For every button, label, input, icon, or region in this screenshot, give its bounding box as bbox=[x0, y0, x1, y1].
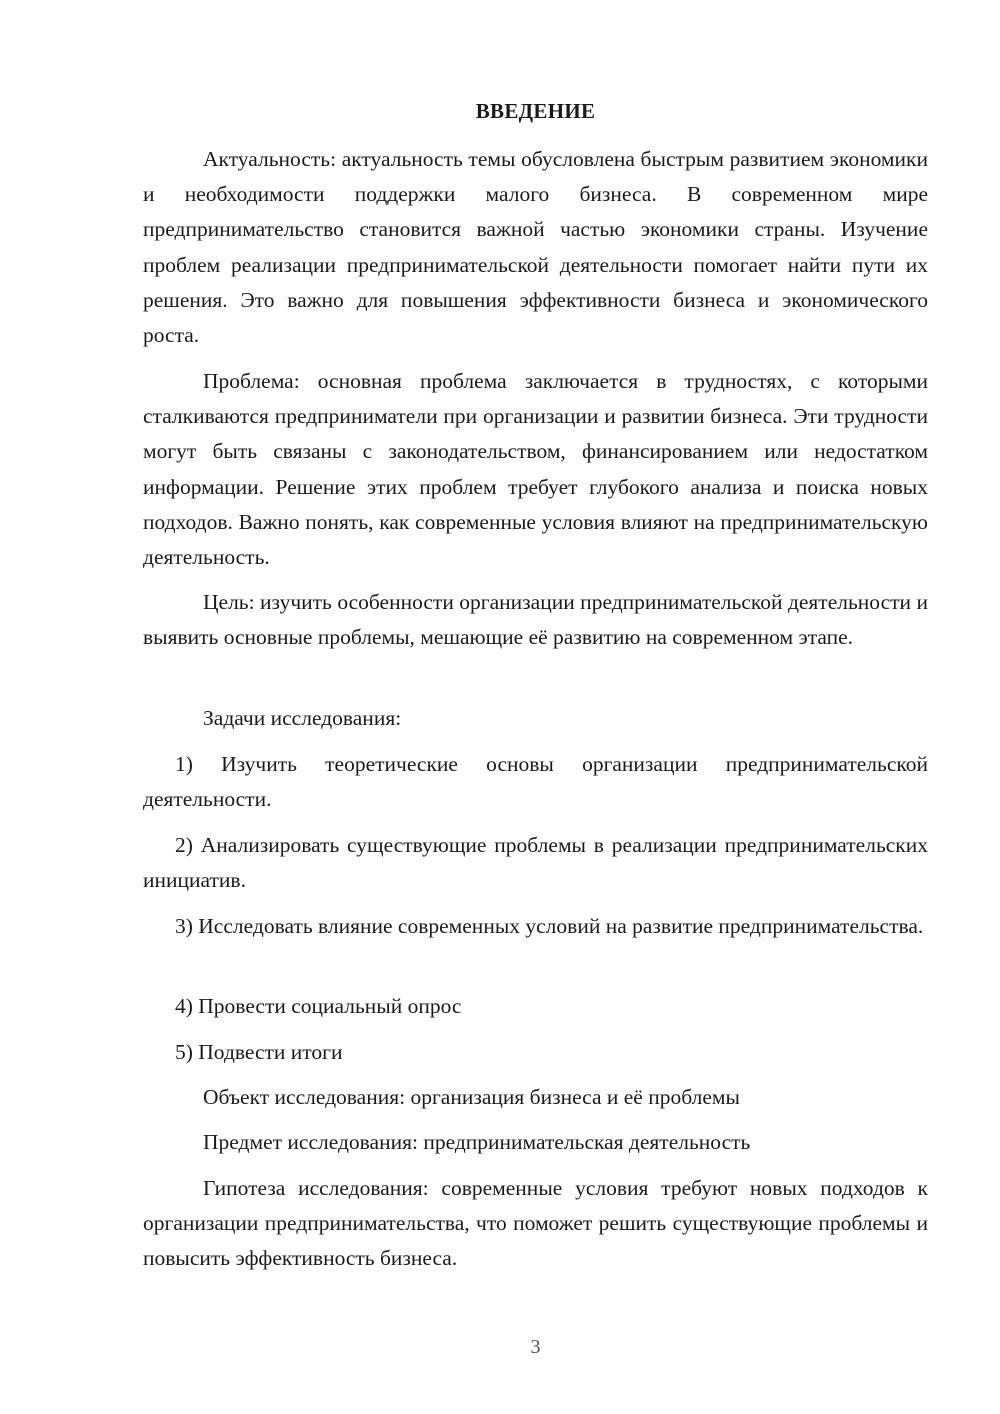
tasks-heading: Задачи исследования: bbox=[203, 706, 402, 730]
document-page bbox=[143, 0, 928, 1414]
task-item-2: 2) Анализировать существующие проблемы в реализации предпринимательских инициатив. bbox=[143, 833, 928, 893]
task-item-1: 1) Изучить теоретические основы организации предпринимательской деятельности. bbox=[143, 752, 928, 812]
relevance-paragraph: Актуальность: актуальность темы обусловлена быстрым развитием экономики и необходимости поддержки малого бизнеса. В современном мире предпринимательство становится важной частью экономики страны. Изучение проблем реализации предпринимательской деятельности помогает найти пути их решения. Это важно для повышения эффективности бизнеса и экономического роста. bbox=[143, 147, 928, 348]
task-item-5: 5) Подвести итоги bbox=[175, 1040, 343, 1064]
task-item-4: 4) Провести социальный опрос bbox=[175, 994, 462, 1018]
section-title: ВВЕДЕНИЕ bbox=[475, 99, 596, 123]
task-item-3: 3) Исследовать влияние современных условий на развитие предпринимательства. bbox=[175, 914, 924, 938]
page-number: 3 bbox=[530, 1336, 541, 1358]
problem-paragraph: Проблема: основная проблема заключается в трудностях, с которыми сталкиваются предприниматели при организации и развитии бизнеса. Эти трудности могут быть связаны с законодательством, финансированием или недостатком информации. Решение этих проблем требует глубокого анализа и поиска новых подходов. Важно понять, как современные условия влияют на предпринимательскую деятельность. bbox=[143, 369, 928, 570]
research-hypothesis: Гипотеза исследования: современные условия требуют новых подходов к организации предпринимательства, что поможет решить существующие проблемы и повысить эффективность бизнеса. bbox=[143, 1176, 928, 1271]
research-subject: Предмет исследования: предпринимательская деятельность bbox=[203, 1130, 751, 1154]
research-object: Объект исследования: организация бизнеса и её проблемы bbox=[203, 1085, 740, 1109]
goal-paragraph: Цель: изучить особенности организации предпринимательской деятельности и выявить основные проблемы, мешающие её развитию на современном этапе. bbox=[143, 590, 928, 650]
